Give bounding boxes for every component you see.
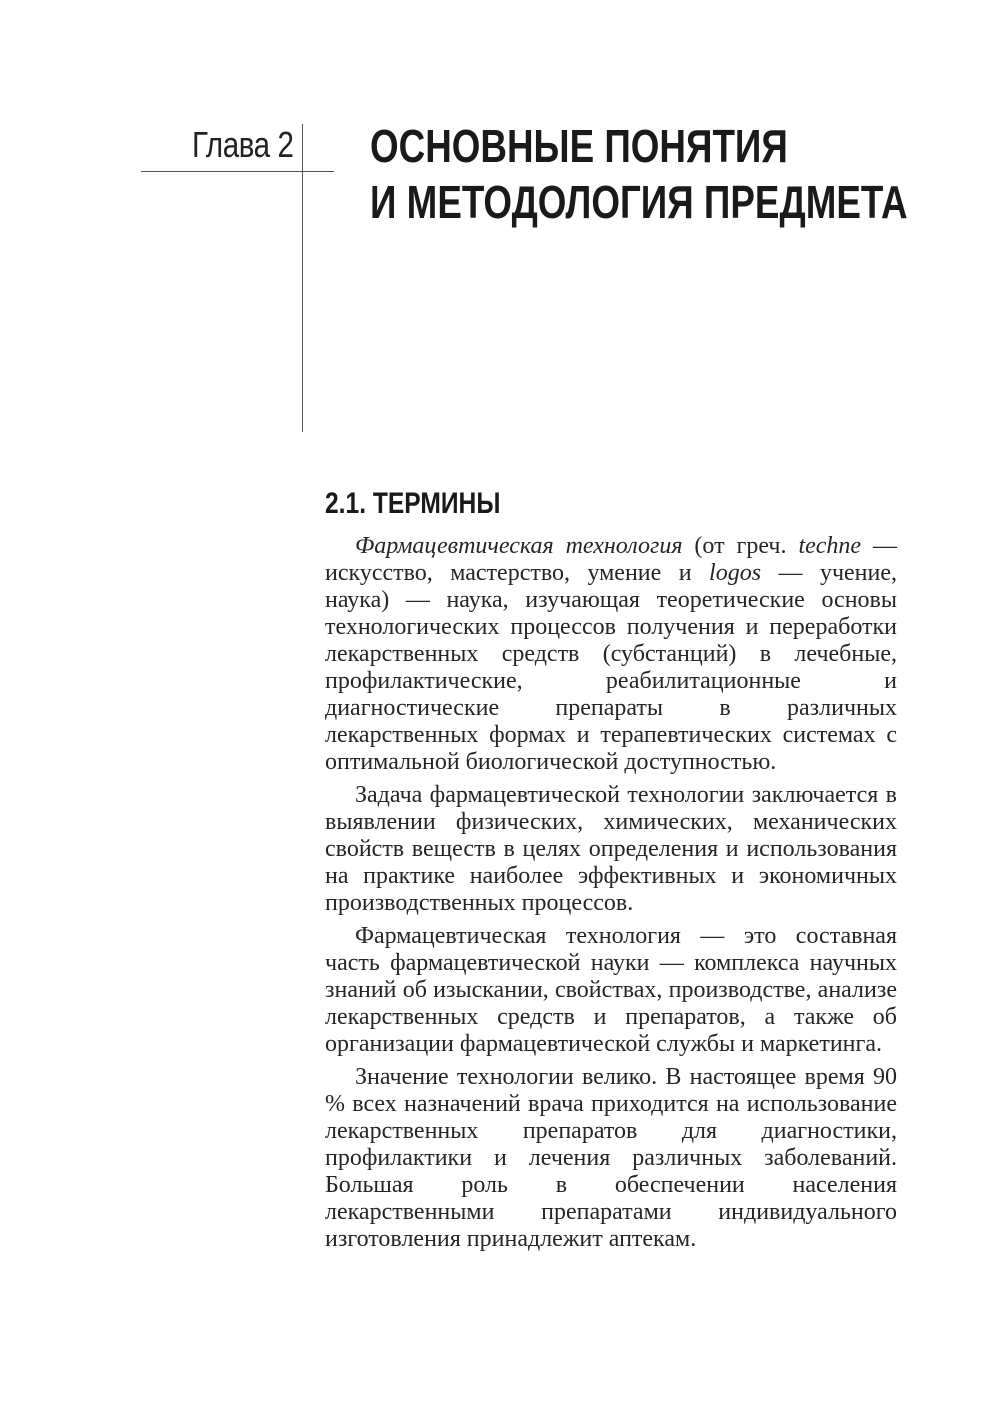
paragraph-3: Фармацевтическая технология — это составная часть фармацевтической науки — комплекса научных знаний об изыскании, свойствах, производстве, анализе лекарственных средств и препаратов, а также об организации фармацевтической службы и маркетинга. xyxy=(325,923,897,1057)
paragraph-1-text-a: (от греч. xyxy=(682,533,799,559)
term-pharmaceutical-technology: Фармацевтическая технология xyxy=(355,533,683,559)
word-logos: logos xyxy=(709,560,762,586)
section-title: 2.1. ТЕРМИНЫ xyxy=(325,487,501,520)
body-text xyxy=(325,533,897,1259)
chapter-title xyxy=(370,118,908,230)
word-techne: techne xyxy=(798,533,862,559)
chapter-label: Глава 2 xyxy=(192,124,294,165)
header-vertical-rule xyxy=(302,124,303,432)
chapter-title-line-2: И МЕТОДОЛОГИЯ ПРЕДМЕТА xyxy=(370,176,908,228)
paragraph-1 xyxy=(325,533,897,776)
paragraph-1-text-c: — учение, наука) — наука, изучающая теоретические основы технологических процессов получения и переработки лекарственных средств (субстанций) в лечебные, профилактические, реабилитационные и диагностические препараты в различных лекарственных формах и терапевтических системах с оптимальной биологической доступностью. xyxy=(325,560,898,775)
paragraph-1-text-b: — искусство, мастерство, умение и xyxy=(325,533,897,586)
chapter-title-line-1: ОСНОВНЫЕ ПОНЯТИЯ xyxy=(370,120,788,172)
paragraph-2: Задача фармацевтической технологии заключается в выявлении физических, химических, механических свойств веществ в целях определения и использования на практике наиболее эффективных и экономичных производственных процессов. xyxy=(325,782,897,916)
header-horizontal-rule xyxy=(141,171,334,172)
paragraph-4: Значение технологии велико. В настоящее время 90 % всех назначений врача приходится на использование лекарственных препаратов для диагностики, профилактики и лечения различных заболеваний. Большая роль в обеспечении населения лекарственными препаратами индивидуального изготовления принадлежит аптекам. xyxy=(325,1064,897,1252)
